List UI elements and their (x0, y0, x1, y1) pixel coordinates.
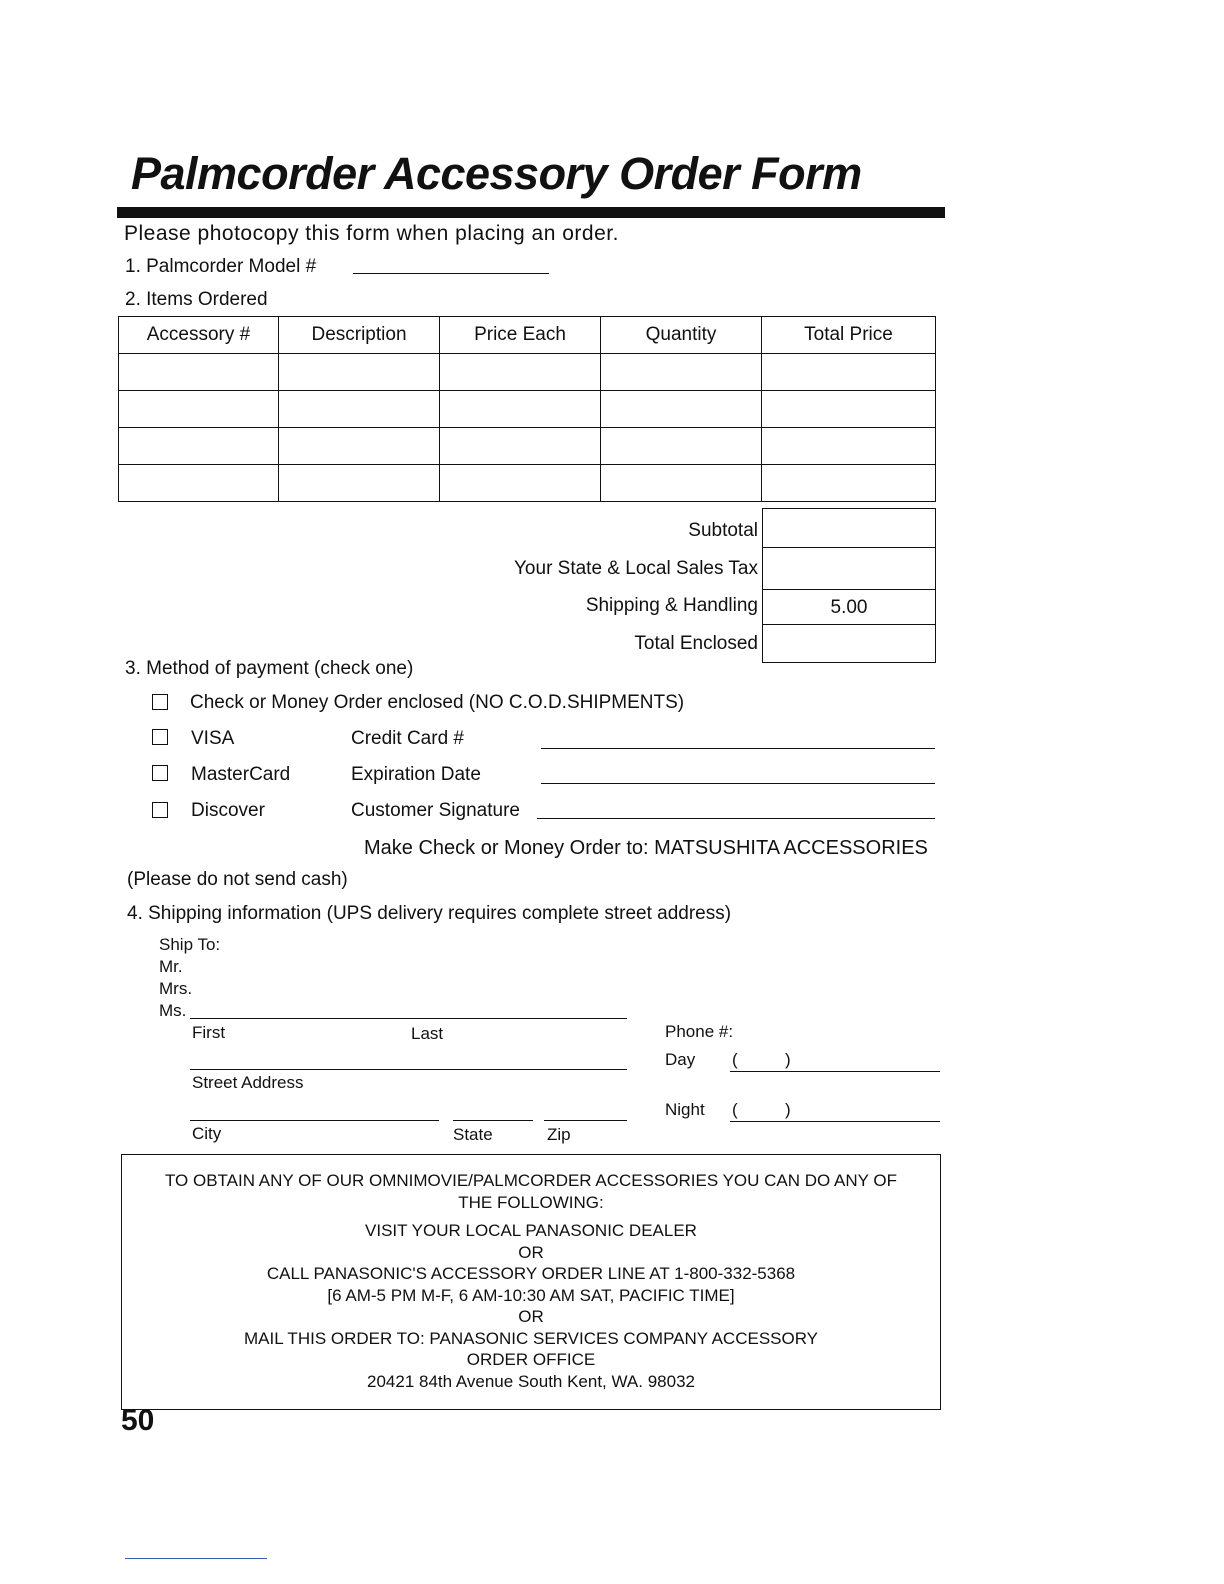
discover-label: Discover (191, 800, 265, 821)
table-cell[interactable] (279, 428, 440, 465)
table-cell[interactable] (762, 391, 936, 428)
table-cell[interactable] (762, 428, 936, 465)
notice-line: VISIT YOUR LOCAL PANASONIC DEALER (365, 1221, 697, 1240)
mastercard-label: MasterCard (191, 764, 291, 785)
table-cell[interactable] (440, 428, 601, 465)
ordering-info-box (121, 1154, 941, 1410)
mr-label: Mr. (159, 957, 183, 976)
page-title: Palmcorder Accessory Order Form (131, 148, 862, 199)
city-field[interactable] (190, 1120, 439, 1121)
credit-card-label: Credit Card # (351, 728, 464, 749)
header-quantity: Quantity (601, 317, 762, 354)
notice-line: 20421 84th Avenue South Kent, WA. 98032 (367, 1371, 695, 1391)
night-phone-label: Night (665, 1100, 705, 1119)
items-ordered-label: 2. Items Ordered (125, 289, 268, 310)
last-name-label: Last (411, 1024, 444, 1043)
day-area-open: ( (732, 1050, 738, 1069)
header-accessory: Accessory # (119, 317, 279, 354)
table-cell[interactable] (119, 354, 279, 391)
items-table (118, 316, 936, 502)
header-total-price: Total Price (762, 317, 936, 354)
customer-signature-label: Customer Signature (351, 800, 520, 821)
header-description: Description (279, 317, 440, 354)
day-phone-label: Day (665, 1050, 696, 1069)
payment-method-label: 3. Method of payment (check one) (125, 658, 414, 679)
shipping-handling-value: 5.00 (762, 589, 936, 625)
expiration-date-label: Expiration Date (351, 764, 481, 785)
model-number-field[interactable] (353, 273, 549, 274)
title-rule (117, 207, 945, 218)
shipping-info-label: 4. Shipping information (UPS delivery requires complete street address) (127, 903, 732, 924)
notice-line: ORDER OFFICE (466, 1350, 596, 1369)
table-cell[interactable] (279, 465, 440, 502)
no-cash-note: (Please do not send cash) (127, 869, 348, 890)
ms-label: Ms. (159, 1001, 187, 1020)
state-field[interactable] (453, 1120, 533, 1121)
ship-to-label: Ship To: (159, 935, 221, 954)
visa-checkbox[interactable] (152, 729, 168, 745)
street-address-label: Street Address (192, 1073, 304, 1092)
name-field[interactable] (190, 1018, 627, 1019)
table-cell[interactable] (601, 354, 762, 391)
sales-tax-label: Your State & Local Sales Tax (514, 558, 758, 579)
notice-line: TO OBTAIN ANY OF OUR OMNIMOVIE/PALMCORDER ACCESSORIES YOU CAN DO ANY OF (164, 1171, 898, 1190)
table-row (119, 391, 936, 428)
day-area-close: ) (785, 1050, 791, 1069)
city-label: City (192, 1124, 222, 1143)
zip-field[interactable] (544, 1120, 627, 1121)
table-row (119, 428, 936, 465)
table-header-row (119, 317, 936, 354)
table-cell[interactable] (440, 354, 601, 391)
table-cell[interactable] (440, 465, 601, 502)
table-cell[interactable] (279, 391, 440, 428)
table-cell[interactable] (762, 465, 936, 502)
credit-card-field[interactable] (541, 748, 935, 749)
state-label: State (453, 1125, 493, 1144)
footer-rule (125, 1558, 267, 1559)
night-area-open: ( (732, 1100, 738, 1119)
header-price-each: Price Each (440, 317, 601, 354)
table-cell[interactable] (119, 428, 279, 465)
table-cell[interactable] (601, 428, 762, 465)
phone-label: Phone #: (665, 1022, 734, 1041)
table-row (119, 354, 936, 391)
notice-line: [6 AM-5 PM M-F, 6 AM-10:30 AM SAT, PACIFIC TIME] (327, 1285, 735, 1305)
subtotal-field[interactable] (762, 508, 936, 548)
customer-signature-field[interactable] (537, 818, 935, 819)
notice-line: MAIL THIS ORDER TO: PANASONIC SERVICES COMPANY ACCESSORY (243, 1328, 819, 1348)
table-row (119, 465, 936, 502)
mrs-label: Mrs. (159, 979, 193, 998)
subtotal-label: Subtotal (688, 520, 758, 541)
table-cell[interactable] (762, 354, 936, 391)
notice-line: THE FOLLOWING: (458, 1192, 604, 1212)
page-number: 50 (121, 1404, 155, 1437)
night-phone-field[interactable] (730, 1121, 940, 1122)
discover-checkbox[interactable] (152, 802, 168, 818)
table-cell[interactable] (119, 391, 279, 428)
notice-line: OR (518, 1307, 544, 1326)
notice-line: OR (518, 1242, 544, 1262)
intro-text: Please photocopy this form when placing an order. (124, 222, 619, 245)
expiration-date-field[interactable] (541, 783, 935, 784)
day-phone-field[interactable] (730, 1071, 940, 1072)
table-cell[interactable] (279, 354, 440, 391)
total-enclosed-label: Total Enclosed (634, 633, 758, 654)
check-money-order-checkbox[interactable] (152, 694, 168, 710)
payable-to-text: Make Check or Money Order to: MATSUSHITA ACCESSORIES (364, 837, 928, 859)
first-name-label: First (192, 1023, 226, 1042)
table-cell[interactable] (119, 465, 279, 502)
table-cell[interactable] (440, 391, 601, 428)
street-address-field[interactable] (190, 1069, 627, 1070)
sales-tax-field[interactable] (762, 547, 936, 590)
mastercard-checkbox[interactable] (152, 765, 168, 781)
table-cell[interactable] (601, 391, 762, 428)
visa-label: VISA (191, 728, 235, 749)
total-enclosed-field[interactable] (762, 624, 936, 663)
notice-line: CALL PANASONIC'S ACCESSORY ORDER LINE AT 1-800-332-5368 (266, 1264, 796, 1283)
shipping-handling-label: Shipping & Handling (585, 595, 758, 616)
check-money-order-label: Check or Money Order enclosed (NO C.O.D.SHIPMENTS) (190, 692, 685, 713)
model-label: 1. Palmcorder Model # (125, 256, 317, 277)
table-cell[interactable] (601, 465, 762, 502)
zip-label: Zip (547, 1125, 571, 1144)
night-area-close: ) (785, 1100, 791, 1119)
